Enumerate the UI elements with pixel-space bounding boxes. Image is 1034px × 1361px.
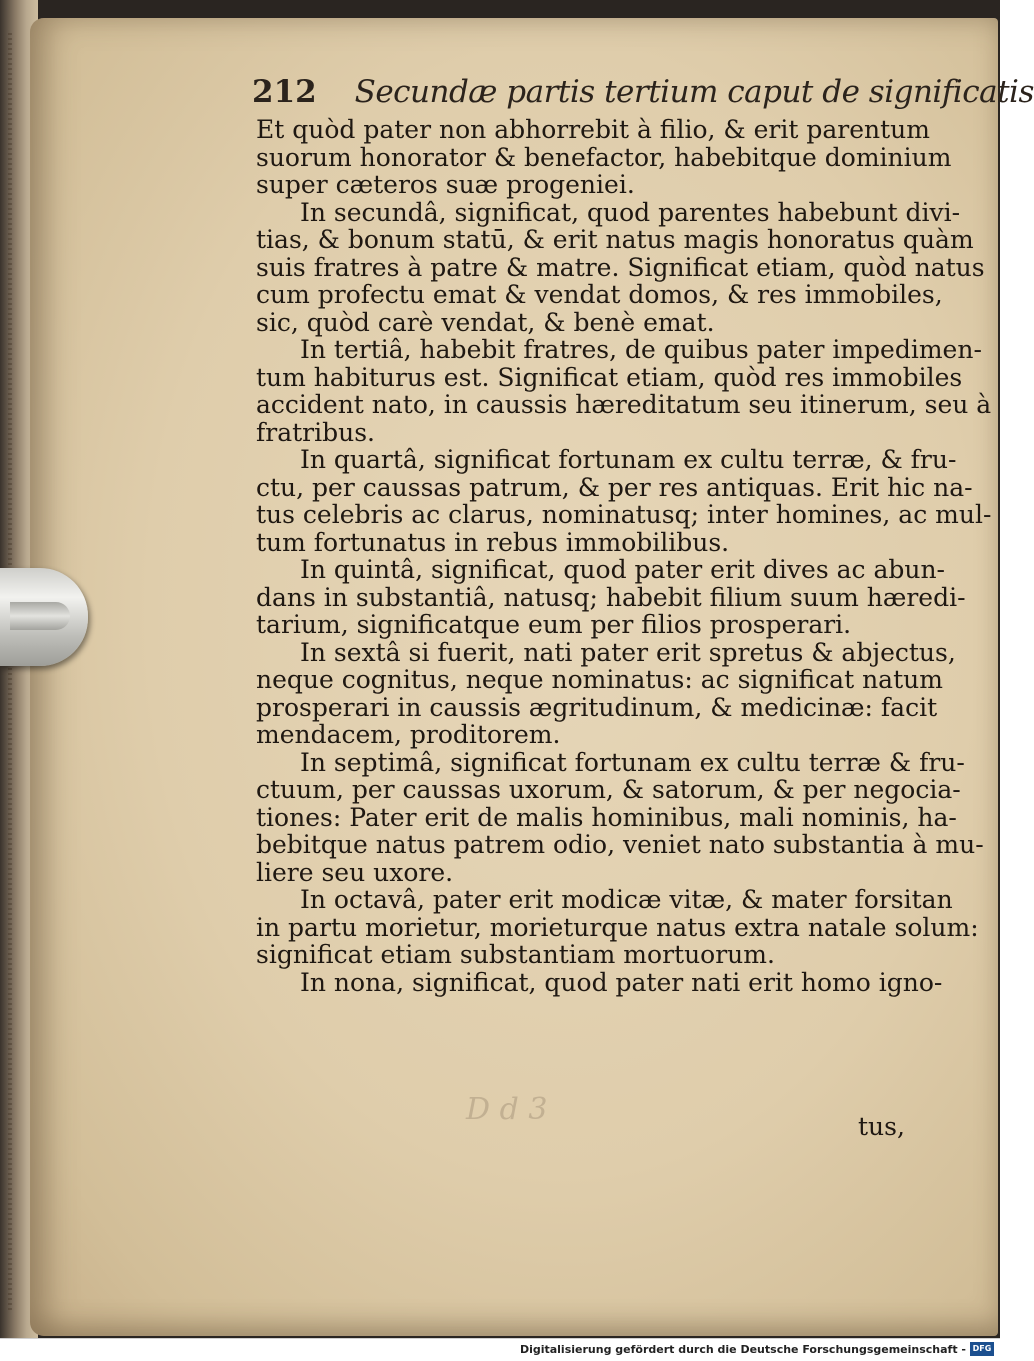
text-line: prosperari in caussis ægritudinum, & medicinæ: facit [256, 692, 938, 722]
text-line: in partu morietur, morieturque natus extra natale solum: [256, 912, 979, 942]
text-line: tias, & bonum statū, & erit natus magis honoratus quàm [256, 225, 974, 254]
body-text [256, 115, 992, 997]
dfg-logo-icon: DFG [970, 1342, 994, 1356]
text-line: ctu, per caussas patrum, & per res antiquas. Erit hic na- [256, 472, 973, 502]
text-line: suis fratres à patre & matre. Significat etiam, quòd natus [256, 252, 985, 282]
page-header [252, 74, 1034, 114]
text-line: tiones: Pater erit de malis hominibus, mali nominis, ha- [256, 802, 957, 832]
text-line: liere seu uxore. [256, 857, 454, 887]
text-line: In septimâ, significat fortunam ex cultu terræ & fru- [300, 747, 965, 777]
text-line: In quintâ, significat, quod pater erit dives ac abun- [300, 555, 946, 584]
text-line: ctuum, per caussas uxorum, & satorum, & per negocia- [256, 775, 961, 804]
footer-bar [0, 1338, 1000, 1361]
page-number: 212 [252, 74, 317, 110]
text-line: tum fortunatus in rebus immobilibus. [256, 527, 730, 557]
text-line: bebitque natus patrem odio, veniet nato substantia à mu- [256, 830, 984, 859]
running-title: Secundæ partis tertium caput de significatis [354, 74, 1034, 110]
dfg-credit: Digitalisierung gefördert durch die Deutsche Forschungsgemeinschaft - [519, 1343, 966, 1356]
text-line: tus celebris ac clarus, nominatusq; inter homines, ac mul- [256, 500, 992, 529]
text-line: sic, quòd carè vendat, & benè emat. [256, 307, 715, 337]
text-line: In nona, significat, quod pater nati erit homo igno- [300, 967, 943, 997]
text-line: dans in substantiâ, natusq; habebit filium suum hæredi- [256, 582, 966, 612]
text-line: accident nato, in caussis hæreditatum seu itinerum, seu à [256, 390, 992, 419]
catchword: tus, [858, 1112, 905, 1141]
text-line: significat etiam substantiam mortuorum. [256, 940, 775, 969]
text-line: In sextâ si fuerit, nati pater erit spretus & abjectus, [300, 637, 956, 667]
text-line: fratribus. [256, 417, 375, 447]
text-line: tarium, significatque eum per filios prosperari. [256, 610, 852, 639]
text-line: In secundâ, significat, quod parentes habebunt divi- [300, 197, 961, 227]
text-line: In tertiâ, habebit fratres, de quibus pater impedimen- [300, 335, 982, 364]
text-line: In quartâ, significat fortunam ex cultu terræ, & fru- [300, 445, 957, 474]
text-line: neque cognitus, neque nominatus: ac significat natum [256, 665, 943, 694]
text-line: Et quòd pater non abhorrebit à filio, & erit parentum [256, 115, 930, 144]
text-line: mendacem, proditorem. [256, 720, 561, 749]
text-line: suorum honorator & benefactor, habebitque dominium [256, 142, 952, 172]
text-line: cum profectu emat & vendat domos, & res immobiles, [256, 280, 943, 309]
text-line: In octavâ, pater erit modicæ vitæ, & mater forsitan [300, 885, 953, 914]
bleed-through-signature: D d 3 [466, 1092, 548, 1127]
text-line: super cæteros suæ progeniei. [256, 170, 635, 199]
text-line: tum habiturus est. Significat etiam, quòd res immobiles [256, 362, 963, 392]
